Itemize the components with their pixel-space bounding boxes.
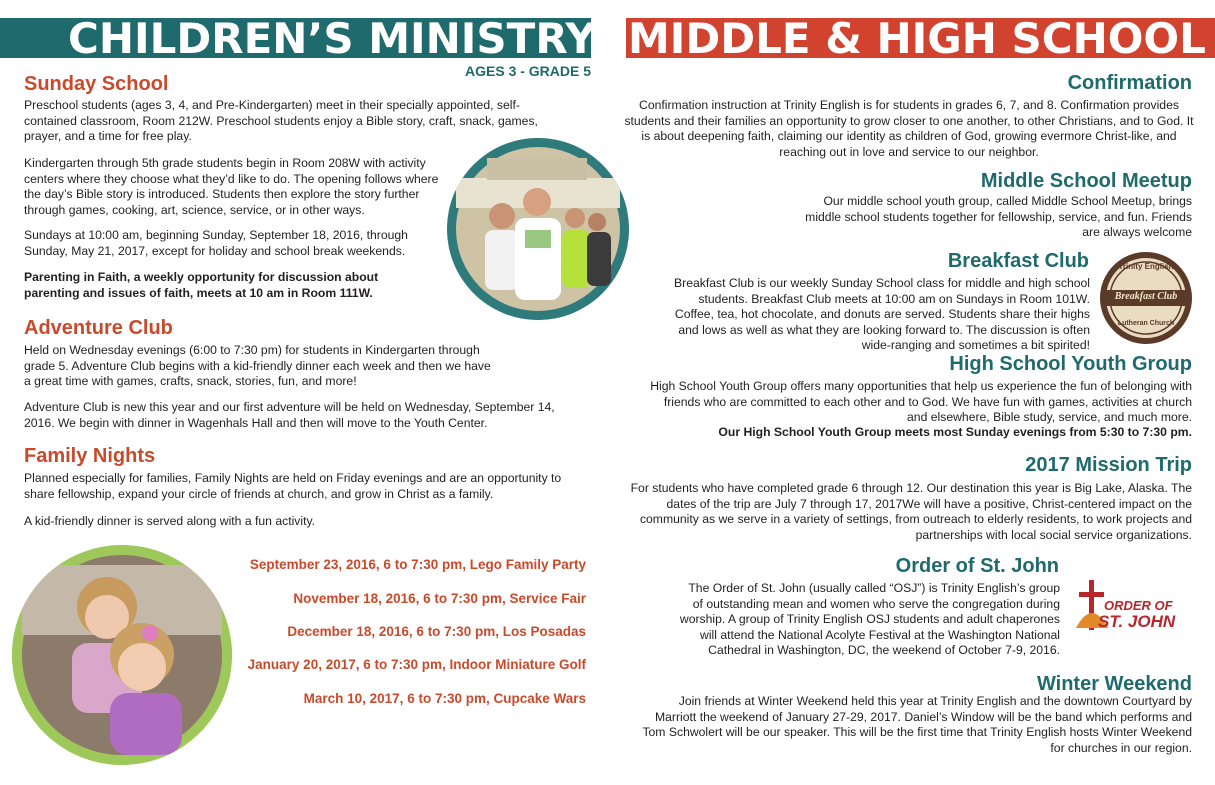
youth-group-photo-art [447,138,629,320]
mission-trip-heading: 2017 Mission Trip [1025,454,1192,476]
family-nights-heading: Family Nights [24,445,156,467]
middle-high-school-banner [626,14,1215,63]
breakfast-club-logo [1098,250,1194,346]
youth-group-photo [447,138,629,320]
family-nights-p2: A kid-friendly dinner is served along with a fun activity. [24,514,316,528]
sunday-school-heading: Sunday School [24,73,169,95]
osj-logo-line1: ORDER OF [1104,598,1173,613]
winter-weekend-p1: Join friends at Winter Weekend held this year at Trinity English and the downtown Courtyard by Marriott the weekend of January 27-29, 2017. Daniel’s Window will be the band which performs and Tom Schwolert will be our speaker. This will be the first time that Trinity English hosts Winter Weekend for churches in our region. [642,694,1192,755]
winter-weekend-heading: Winter Weekend [1036,673,1192,695]
breakfast-club-heading: Breakfast Club [947,250,1089,272]
children-photo-art [12,545,232,765]
event-item: September 23, 2016, 6 to 7:30 pm, Lego Family Party [249,557,586,572]
high-school-meeting-time: Our High School Youth Group meets most Sunday evenings from 5:30 to 7:30 pm. [718,425,1192,439]
order-of-st-john-heading: Order of St. John [895,555,1059,577]
sunday-school-p1: Preschool students (ages 3, 4, and Pre-Kindergarten) meet in their specially appointed, self-contained classroom, Room 212W. Preschool students enjoy a Bible story, craft, snack, games, prayer, and a time for free play. [24,98,538,144]
order-of-st-john-logo [1068,578,1196,638]
age-range-subtitle: AGES 3 - GRADE 5 [465,63,592,79]
confirmation-heading: Confirmation [1067,72,1192,94]
osj-logo-line2: ST. JOHN [1098,612,1176,631]
order-of-st-john-p1: The Order of St. John (usually called “OSJ”) is Trinity English’s group of outstanding mean and women who serve the congregation during worship. A group of Trinity English OSJ students and adult chaperones will attend the National Acolyte Festival at the Washington National Cathedral in Washington, DC, the weekend of October 7-9, 2016. [679,581,1060,658]
event-item: March 10, 2017, 6 to 7:30 pm, Cupcake Wars [303,691,586,706]
middle-school-meetup-p1: Our middle school youth group, called Middle School Meetup, brings middle school students together for fellowship, service, and fun. Friends are always welcome [805,194,1192,240]
adventure-club-p1: Held on Wednesday evenings (6:00 to 7:30 pm) for students in Kindergarten through grade 5. Adventure Club begins with a kid-friendly dinner each week and then we have a great time with games, crafts, snack, stories, fun, and more! [24,343,491,389]
mission-trip-p1: For students who have completed grade 6 through 12. Our destination this year is Big Lake, Alaska. The dates of the trip are July 7 through 17, 2017We will have a positive, Christ-centered impact on the community as we serve in a variety of settings, from outreach to elderly residents, to work projects and partnerships with local social service organizations. [630,481,1192,542]
adventure-club-heading: Adventure Club [24,317,173,339]
high-school-youth-group-heading: High School Youth Group [949,353,1192,375]
high-school-youth-group-p1: High School Youth Group offers many opportunities that help us experience the fun of belonging with friends who are committed to each other and to God. We have fun with games, activities at church and elsewhere, Bible study, service, and much more. [650,379,1192,425]
breakfast-logo-mid-text: Breakfast Club [1114,291,1178,302]
breakfast-club-p1: Breakfast Club is our weekly Sunday School class for middle and high school students. Breakfast Club meets at 10:00 am on Sundays in Room 101W. Coffee, tea, hot chocolate, and donuts are served. Students share their highs and lows as well as what they are looking forward to. The discussion is often wide-ranging and sometimes a bit spirited! [674,276,1090,353]
event-item: November 18, 2016, 6 to 7:30 pm, Service Fair [293,591,586,606]
children-photo [12,545,232,765]
middle-school-meetup-heading: Middle School Meetup [980,170,1192,192]
sunday-school-p2: Kindergarten through 5th grade students begin in Room 208W with activity centers where they choose what they’d like to do. The opening follows where the day’s Bible story is introduced. Students then explore the story further through games, cooking, art, science, service, or in other ways. [24,156,439,217]
adventure-club-p2: Adventure Club is new this year and our first adventure will be held on Wednesday, September 14, 2016. We begin with dinner in Wagenhals Hall and then will move to the Youth Center. [24,400,555,430]
confirmation-p1: Confirmation instruction at Trinity English is for students in grades 6, 7, and 8. Confirmation provides students and their families an opportunity to grow closer to one another, to other Christians, and to God. It is about deepening faith, claiming our identity as children of God, growing evermore Christ-like, and reaching out in love and service to our neighbor. [624,98,1194,159]
event-item: December 18, 2016, 6 to 7:30 pm, Los Posadas [287,624,586,639]
middle-high-school-title: MIDDLE & HIGH SCHOOL [628,14,1206,63]
childrens-ministry-title: CHILDREN’S MINISTRY [68,14,596,63]
breakfast-logo-top-text: Trinity English [1118,262,1174,271]
childrens-ministry-banner [0,14,596,63]
event-item: January 20, 2017, 6 to 7:30 pm, Indoor Miniature Golf [247,657,586,672]
breakfast-logo-bottom-text: Lutheran Church [1117,320,1175,327]
family-nights-p1: Planned especially for families, Family Nights are held on Friday evenings and are an opportunity to share fellowship, expand your circle of friends at church, and grow in Christ as a family. [24,471,562,501]
parenting-in-faith-note: Parenting in Faith, a weekly opportunity for discussion about parenting and issues of faith, meets at 10 am in Room 111W. [24,270,379,300]
sunday-school-p3: Sundays at 10:00 am, beginning Sunday, September 18, 2016, through Sunday, May 21, 2017, except for holiday and school break weekends. [24,228,408,258]
